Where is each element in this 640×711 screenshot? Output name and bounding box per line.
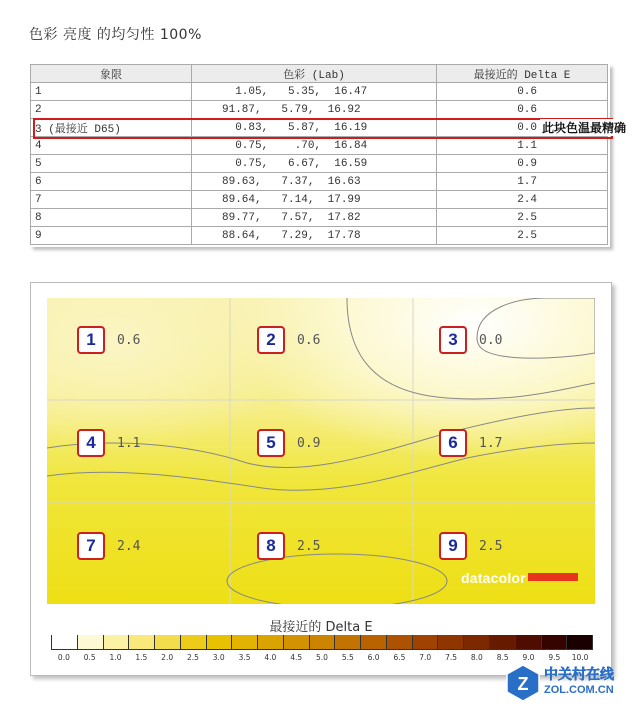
scale-tick-label: 5.0 [316, 653, 328, 662]
quadrant-number: 6 [439, 429, 467, 457]
scale-swatch [437, 635, 463, 649]
quadrant-cell: 8 [31, 209, 192, 227]
highlight-box [33, 118, 613, 139]
lab-cell: 0.83, 5.87, 16.19 [192, 119, 437, 137]
quadrant-value: 1.7 [479, 435, 503, 451]
scale-tick-label: 1.5 [135, 653, 148, 662]
scale-swatch [77, 635, 103, 649]
scale-swatch [541, 635, 567, 649]
table-row [31, 227, 608, 245]
scale-tick-label: 6.5 [393, 653, 406, 662]
quadrant-value: 0.6 [297, 332, 321, 348]
scale-swatch [206, 635, 232, 649]
header-lab: 色彩 (Lab) [192, 65, 437, 83]
lab-table [30, 64, 608, 245]
quadrant-value: 2.5 [479, 538, 503, 554]
quadrant-number: 5 [257, 429, 285, 457]
quadrant-number: 1 [77, 326, 105, 354]
scale-swatch [386, 635, 412, 649]
scale-tick-label: 10.0 [571, 653, 589, 662]
delta-e-cell: 0.6 [437, 83, 608, 101]
scale-swatch [334, 635, 360, 649]
quadrant-1 [77, 326, 140, 354]
quadrant-number: 7 [77, 532, 105, 560]
scale-tick-label: 1.0 [109, 653, 122, 662]
quadrant-number: 3 [439, 326, 467, 354]
scale-tick-label: 9.5 [548, 653, 561, 662]
lab-cell: 89.64, 7.14, 17.99 [192, 191, 437, 209]
lab-cell: 88.64, 7.29, 17.78 [192, 227, 437, 245]
quadrant-6 [439, 429, 502, 457]
quadrant-cell: 3 (最接近 D65) [31, 119, 192, 137]
table-row [31, 191, 608, 209]
scale-tick-label: 6.0 [367, 653, 380, 662]
scale-tick-label: 4.5 [290, 653, 303, 662]
quadrant-2 [257, 326, 320, 354]
table-row [31, 137, 608, 155]
table-header-row [31, 65, 608, 83]
table-row [31, 83, 608, 101]
scale-tick-label: 0.5 [83, 653, 96, 662]
quadrant-cell: 1 [31, 83, 192, 101]
quadrant-7 [77, 532, 140, 560]
scale-swatch [231, 635, 257, 649]
scale-tick-label: 4.0 [264, 653, 277, 662]
quadrant-value: 2.5 [297, 538, 321, 554]
scale-swatch [412, 635, 438, 649]
uniformity-panel [30, 282, 612, 676]
scale-swatch [257, 635, 283, 649]
scale-tick-label: 0.0 [57, 653, 70, 662]
quadrant-4 [77, 429, 140, 457]
scale-tick-label: 5.5 [341, 653, 354, 662]
scale-swatch [180, 635, 206, 649]
quadrant-value: 0.9 [297, 435, 321, 451]
quadrant-number: 9 [439, 532, 467, 560]
delta-e-cell: 0.0 [437, 119, 608, 137]
page-title: 色彩 亮度 的均匀性 100% [29, 27, 202, 43]
scale-tick-label: 8.0 [470, 653, 483, 662]
quadrant-cell: 2 [31, 101, 192, 119]
scale-swatch [51, 635, 77, 649]
lab-cell: 91.87, 5.79, 16.92 [192, 101, 437, 119]
scale-swatch [360, 635, 386, 649]
scale-tick-label: 2.0 [161, 653, 174, 662]
quadrant-cell: 9 [31, 227, 192, 245]
delta-e-cell: 1.7 [437, 173, 608, 191]
scale-title: 最接近的 Delta E [269, 620, 373, 635]
svg-text:Z: Z [517, 674, 529, 694]
quadrant-cell: 6 [31, 173, 192, 191]
delta-e-cell: 2.5 [437, 209, 608, 227]
quadrant-9 [439, 532, 502, 560]
delta-e-cell: 1.1 [437, 137, 608, 155]
scale-swatch [154, 635, 180, 649]
lab-cell: 89.63, 7.37, 16.63 [192, 173, 437, 191]
scale-swatch [283, 635, 309, 649]
quadrant-number: 8 [257, 532, 285, 560]
scale-tick-label: 3.0 [212, 653, 225, 662]
zol-logo-icon [506, 664, 540, 702]
quadrant-5 [257, 429, 320, 457]
lab-cell: 0.75, .70, 16.84 [192, 137, 437, 155]
scale-swatch [309, 635, 335, 649]
header-quadrant: 象限 [31, 65, 192, 83]
scale-swatch [566, 635, 593, 649]
scale-tick-label: 2.5 [186, 653, 199, 662]
table-row [31, 209, 608, 227]
highlight-note: 此块色温最精确 [542, 121, 627, 135]
header-delta-e: 最接近的 Delta E [437, 65, 608, 83]
delta-e-cell: 2.4 [437, 191, 608, 209]
quadrant-8 [257, 532, 320, 560]
quadrant-cell: 5 [31, 155, 192, 173]
delta-e-cell: 0.6 [437, 101, 608, 119]
delta-e-cell: 2.5 [437, 227, 608, 245]
scale-swatch [515, 635, 541, 649]
table-row [31, 155, 608, 173]
color-scale [51, 635, 593, 650]
delta-e-cell: 0.9 [437, 155, 608, 173]
lab-cell: 89.77, 7.57, 17.82 [192, 209, 437, 227]
quadrant-value: 2.4 [117, 538, 141, 554]
quadrant-number: 2 [257, 326, 285, 354]
lab-cell: 1.05, 5.35, 16.47 [192, 83, 437, 101]
quadrant-cell: 7 [31, 191, 192, 209]
watermark-line1: 中关村在线 [544, 667, 614, 683]
quadrant-value: 1.1 [117, 435, 141, 451]
table-row [31, 173, 608, 191]
lab-cell: 0.75, 6.67, 16.59 [192, 155, 437, 173]
datacolor-logo: datacolor [461, 570, 526, 586]
datacolor-logo-bar [528, 573, 578, 581]
quadrant-value: 0.6 [117, 332, 141, 348]
quadrant-value: 0.0 [479, 332, 503, 348]
quadrant-cell: 4 [31, 137, 192, 155]
scale-swatch [103, 635, 129, 649]
scale-swatch [128, 635, 154, 649]
quadrant-number: 4 [77, 429, 105, 457]
scale-tick-label: 8.5 [496, 653, 509, 662]
zol-watermark [506, 662, 632, 706]
scale-tick-label: 7.0 [419, 653, 432, 662]
scale-tick-label: 3.5 [238, 653, 251, 662]
table-row [31, 101, 608, 119]
quadrant-3 [439, 326, 502, 354]
scale-swatch [463, 635, 489, 649]
scale-tick-label: 9.0 [522, 653, 535, 662]
watermark-line2: ZOL.COM.CN [544, 684, 614, 696]
scale-tick-label: 7.5 [445, 653, 458, 662]
scale-swatch [489, 635, 515, 649]
